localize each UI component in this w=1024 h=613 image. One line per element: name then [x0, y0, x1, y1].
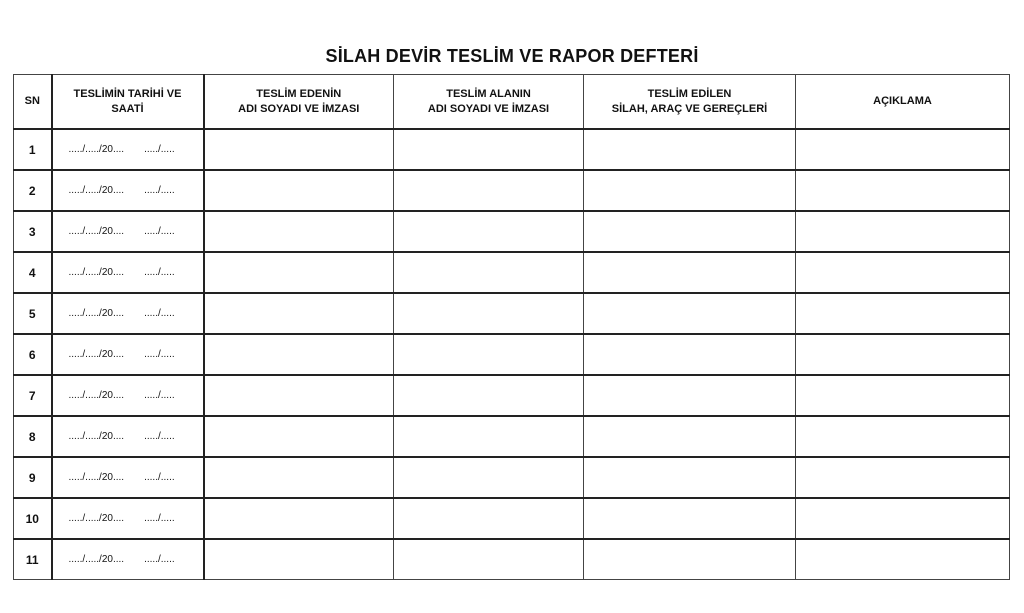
column-header-line: TESLİM EDENİN [256, 87, 342, 100]
items-cell[interactable] [584, 539, 796, 580]
receiver-signature-cell[interactable] [394, 457, 584, 498]
receiver-signature-cell[interactable] [394, 211, 584, 252]
receiver-signature-cell[interactable] [394, 539, 584, 580]
row-number: 4 [14, 252, 52, 293]
row-number: 8 [14, 416, 52, 457]
notes-cell[interactable] [796, 416, 1010, 457]
ledger-body [14, 129, 1010, 580]
table-row [14, 211, 1010, 252]
column-header-line: ADI SOYADI VE İMZASI [427, 102, 550, 115]
notes-cell[interactable] [796, 334, 1010, 375]
ledger-table [13, 74, 1010, 580]
table-row [14, 334, 1010, 375]
table-row [14, 416, 1010, 457]
time-placeholder: ...../..... [144, 267, 175, 278]
table-row [14, 498, 1010, 539]
table-row [14, 170, 1010, 211]
column-header-sn: SN [14, 75, 52, 130]
date-time-cell[interactable] [52, 252, 204, 293]
time-placeholder: ...../..... [144, 390, 175, 401]
date-time-cell[interactable] [52, 457, 204, 498]
items-cell[interactable] [584, 170, 796, 211]
giver-signature-cell[interactable] [204, 170, 394, 211]
column-header-line: SİLAH, ARAÇ VE GEREÇLERİ [611, 102, 768, 115]
notes-cell[interactable] [796, 293, 1010, 334]
column-header-line: ADI SOYADI VE İMZASI [238, 102, 360, 115]
receiver-signature-cell[interactable] [394, 129, 584, 170]
notes-cell[interactable] [796, 252, 1010, 293]
giver-signature-cell[interactable] [204, 293, 394, 334]
items-cell[interactable] [584, 416, 796, 457]
receiver-signature-cell[interactable] [394, 375, 584, 416]
items-cell[interactable] [584, 252, 796, 293]
date-time-cell[interactable] [52, 539, 204, 580]
date-placeholder: ...../...../20.... [68, 472, 125, 483]
giver-signature-cell[interactable] [204, 457, 394, 498]
receiver-signature-cell[interactable] [394, 334, 584, 375]
items-cell[interactable] [584, 334, 796, 375]
items-cell[interactable] [584, 375, 796, 416]
giver-signature-cell[interactable] [204, 334, 394, 375]
row-number: 1 [14, 129, 52, 170]
date-placeholder: ...../...../20.... [68, 308, 125, 319]
date-time-cell[interactable] [52, 416, 204, 457]
column-header-giver [204, 75, 394, 130]
time-placeholder: ...../..... [144, 226, 175, 237]
receiver-signature-cell[interactable] [394, 416, 584, 457]
notes-cell[interactable] [796, 498, 1010, 539]
column-header-line: SAATİ [111, 102, 144, 115]
date-placeholder: ...../...../20.... [68, 144, 125, 155]
table-row [14, 539, 1010, 580]
receiver-signature-cell[interactable] [394, 252, 584, 293]
giver-signature-cell[interactable] [204, 416, 394, 457]
time-placeholder: ...../..... [144, 185, 175, 196]
date-placeholder: ...../...../20.... [68, 185, 125, 196]
date-time-cell[interactable] [52, 170, 204, 211]
page-title: SİLAH DEVİR TESLİM VE RAPOR DEFTERİ [325, 46, 699, 66]
time-placeholder: ...../..... [144, 349, 175, 360]
notes-cell[interactable] [796, 170, 1010, 211]
table-row [14, 293, 1010, 334]
date-time-cell[interactable] [52, 293, 204, 334]
column-header-receiver [394, 75, 584, 130]
row-number: 2 [14, 170, 52, 211]
header-row [14, 75, 1010, 130]
date-placeholder: ...../...../20.... [68, 226, 125, 237]
giver-signature-cell[interactable] [204, 211, 394, 252]
date-placeholder: ...../...../20.... [68, 431, 125, 442]
column-header-date-time [52, 75, 204, 130]
receiver-signature-cell[interactable] [394, 170, 584, 211]
table-row [14, 375, 1010, 416]
date-placeholder: ...../...../20.... [68, 267, 125, 278]
date-time-cell[interactable] [52, 129, 204, 170]
notes-cell[interactable] [796, 129, 1010, 170]
items-cell[interactable] [584, 457, 796, 498]
time-placeholder: ...../..... [144, 513, 175, 524]
time-placeholder: ...../..... [144, 431, 175, 442]
giver-signature-cell[interactable] [204, 539, 394, 580]
date-placeholder: ...../...../20.... [68, 513, 125, 524]
time-placeholder: ...../..... [144, 472, 175, 483]
giver-signature-cell[interactable] [204, 129, 394, 170]
date-time-cell[interactable] [52, 498, 204, 539]
column-header-line: TESLİMİN TARİHİ VE [73, 87, 182, 100]
giver-signature-cell[interactable] [204, 375, 394, 416]
column-header-items [584, 75, 796, 130]
row-number: 9 [14, 457, 52, 498]
table-row [14, 457, 1010, 498]
time-placeholder: ...../..... [144, 144, 175, 155]
items-cell[interactable] [584, 293, 796, 334]
time-placeholder: ...../..... [144, 554, 175, 565]
row-number: 10 [14, 498, 52, 539]
row-number: 5 [14, 293, 52, 334]
items-cell[interactable] [584, 211, 796, 252]
table-row [14, 129, 1010, 170]
date-placeholder: ...../...../20.... [68, 349, 125, 360]
giver-signature-cell[interactable] [204, 498, 394, 539]
date-time-cell[interactable] [52, 334, 204, 375]
notes-cell[interactable] [796, 457, 1010, 498]
column-header-line: TESLİM EDİLEN [647, 87, 732, 100]
notes-cell[interactable] [796, 211, 1010, 252]
row-number: 3 [14, 211, 52, 252]
receiver-signature-cell[interactable] [394, 498, 584, 539]
date-placeholder: ...../...../20.... [68, 390, 125, 401]
items-cell[interactable] [584, 129, 796, 170]
date-placeholder: ...../...../20.... [68, 554, 125, 565]
column-header-notes: AÇIKLAMA [796, 75, 1010, 130]
giver-signature-cell[interactable] [204, 252, 394, 293]
receiver-signature-cell[interactable] [394, 293, 584, 334]
notes-cell[interactable] [796, 375, 1010, 416]
date-time-cell[interactable] [52, 375, 204, 416]
column-header-line: TESLİM ALANIN [446, 87, 531, 100]
row-number: 7 [14, 375, 52, 416]
items-cell[interactable] [584, 498, 796, 539]
row-number: 11 [14, 539, 52, 580]
date-time-cell[interactable] [52, 211, 204, 252]
notes-cell[interactable] [796, 539, 1010, 580]
row-number: 6 [14, 334, 52, 375]
time-placeholder: ...../..... [144, 308, 175, 319]
table-row [14, 252, 1010, 293]
